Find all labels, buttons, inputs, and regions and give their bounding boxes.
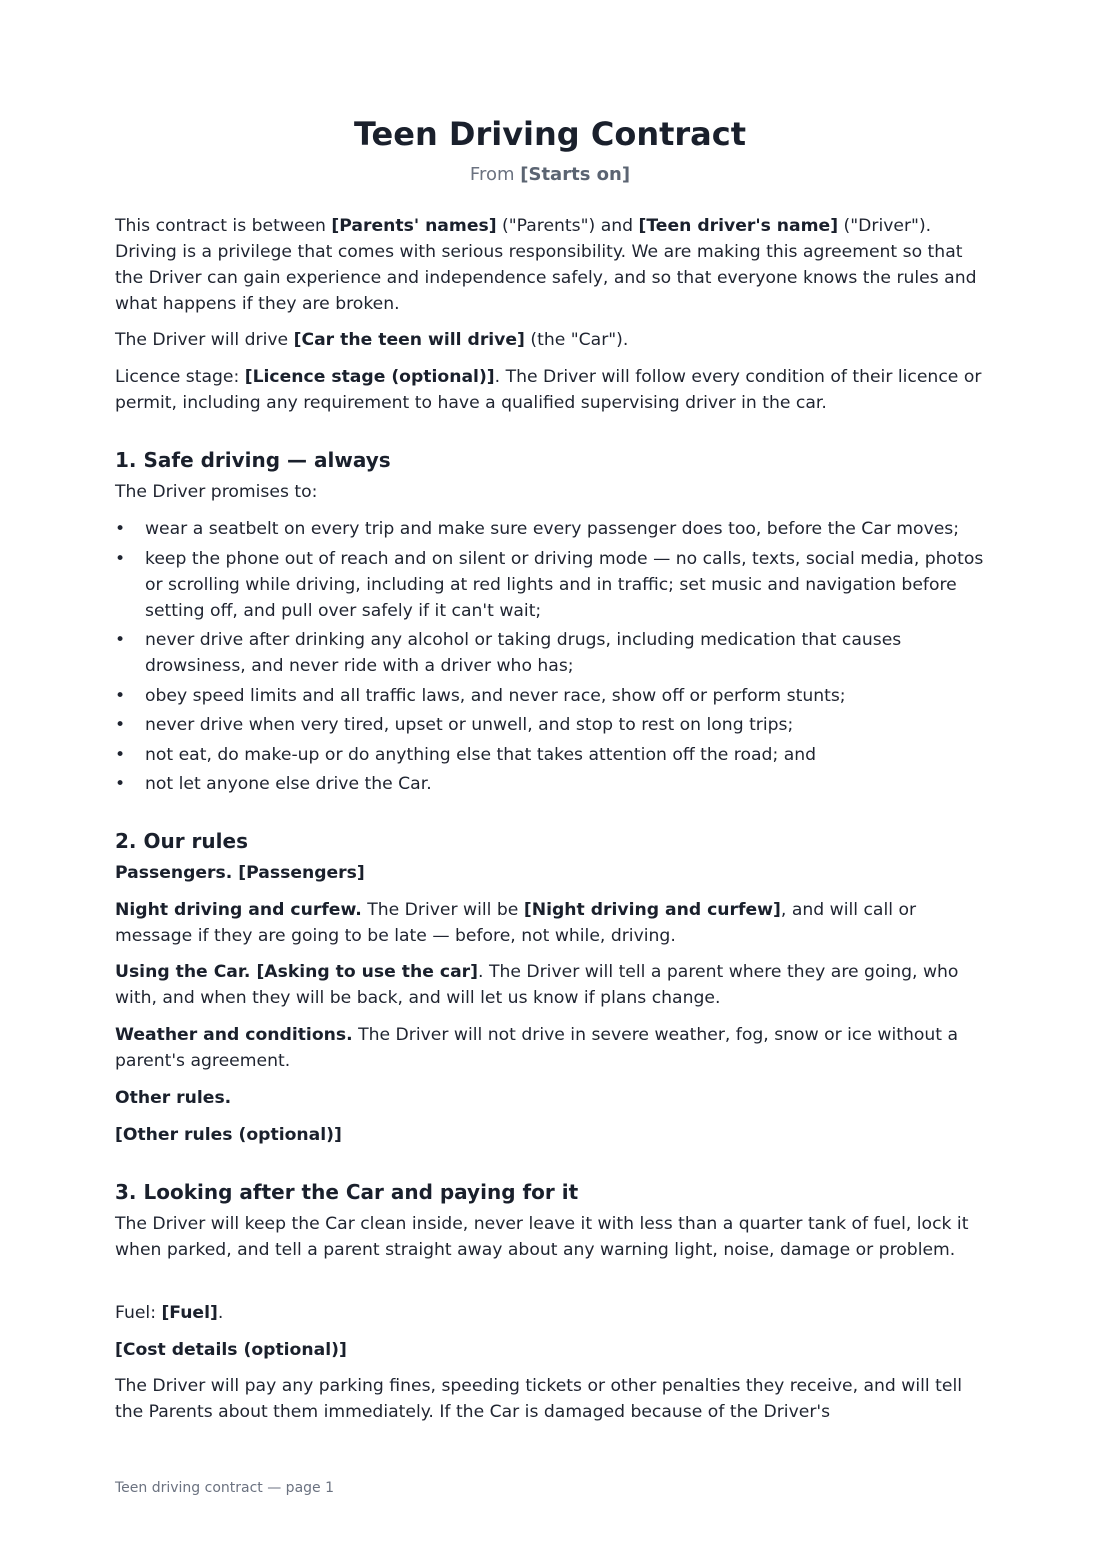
intro-text-b: ("Parents") and [502,216,634,236]
night-driving-text-b: , and will call or message if they are going to be late — before, not while, driving. [115,900,917,946]
list-item [115,546,990,624]
intro-paragraph [115,213,990,317]
other-rules-field-text: [Other rules (optional)] [115,1125,342,1145]
fuel-line [115,1300,990,1326]
passengers-rule [115,860,990,886]
bullet-glyph: • [115,774,126,794]
car-text-a: The Driver will drive [115,330,289,350]
licence-text-b: . The Driver will follow every condition of their licence or permit, including any requirement to have a qualified supervising driver in the car. [115,367,982,413]
car-field: [Car the teen will drive] [293,330,525,350]
cost-details-field [115,1337,990,1363]
licence-stage-field: [Licence stage (optional)] [244,367,495,387]
list-item-text: not let anyone else drive the Car. [145,774,432,794]
fuel-field: [Fuel] [161,1303,218,1323]
list-item [115,742,990,768]
night-driving-text-a: The Driver will be [367,900,519,920]
licence-paragraph [115,364,990,416]
starts-on-field: [Starts on] [520,164,631,185]
subtitle-prefix: From [469,164,515,185]
bullet-glyph: • [115,685,126,706]
weather-rule [115,1022,990,1074]
page-footer: Teen driving contract — page 1 [115,1480,335,1496]
list-item [115,771,990,797]
using-car-label: Using the Car. [Asking to use the car] [115,962,479,982]
night-driving-rule [115,897,990,949]
list-item-text: obey speed limits and all traffic laws, and never race, show off or perform stunts; [145,685,846,706]
cost-details-text: [Cost details (optional)] [115,1340,347,1360]
list-item [115,712,990,738]
parents-names-field: [Parents' names] [331,216,497,236]
using-car-rule [115,959,990,1011]
intro-text-c: ("Driver"). Driving is a privilege that comes with serious responsibility. We are making this agreement so that the Driver can gain experience and independence safely, and so that everyone knows the rules and what happens if they are broken. [115,216,977,314]
teen-driver-name-field: [Teen driver's name] [638,216,839,236]
fuel-label: Fuel: [115,1303,156,1323]
bullet-glyph: • [115,715,126,735]
licence-text-a: Licence stage: [115,367,240,387]
intro-text-a: This contract is between [115,216,326,236]
section-1-heading: 1. Safe driving — always [115,448,391,472]
car-paragraph [115,327,990,353]
other-rules-label-text: Other rules. [115,1088,232,1108]
other-rules-field [115,1122,990,1148]
bullet-glyph: • [115,630,126,650]
using-car-text: . The Driver will tell a parent where they are going, who with, and when they will be back, and will let us know if plans change. [115,962,959,1008]
list-item [115,627,990,679]
document-title: Teen Driving Contract [353,115,747,153]
document-subtitle [0,162,1100,188]
fuel-end: . [217,1303,224,1323]
night-driving-field: [Night driving and curfew] [523,900,781,920]
weather-text: The Driver will not drive in severe weather, fog, snow or ice without a parent's agreement. [115,1025,959,1071]
section-2-heading: 2. Our rules [115,829,248,853]
fines-paragraph: The Driver will pay any parking fines, speeding tickets or other penalties they receive, and will tell the Parents about them immediately. If the Car is damaged because of the Driver's [115,1376,963,1422]
bullet-glyph: • [115,519,126,539]
weather-label: Weather and conditions. [115,1025,353,1045]
car-text-b: (the "Car"). [530,330,629,350]
list-item-text: wear a seatbelt on every trip and make sure every passenger does too, before the Car moves; [145,519,960,539]
list-item [115,683,990,709]
night-driving-label: Night driving and curfew. [115,900,362,920]
passengers-field: Passengers. [Passengers] [115,863,365,883]
bullet-glyph: • [115,548,126,569]
section-3-heading: 3. Looking after the Car and paying for it [115,1180,579,1204]
list-item [115,516,990,542]
car-care-paragraph: The Driver will keep the Car clean inside, never leave it with less than a quarter tank of fuel, lock it when parked, and tell a parent straight away about any warning light, noise, damage or problem. [115,1214,969,1260]
list-item-text: never drive when very tired, upset or unwell, and stop to rest on long trips; [145,715,794,735]
other-rules-label [115,1085,990,1111]
section-1-lead: The Driver promises to: [115,482,318,502]
list-item-text: not eat, do make-up or do anything else that takes attention off the road; and [145,744,817,765]
list-item-text: never drive after drinking any alcohol or taking drugs, including medication that causes drowsiness, and never ride with a driver who has; [145,630,902,676]
list-item-text: keep the phone out of reach and on silent or driving mode — no calls, texts, social media, photos or scrolling while driving, including at red lights and in traffic; set music and navigation before setting off, and pull over safely if it can't wait; [145,548,984,621]
safe-driving-list [115,516,990,801]
bullet-glyph: • [115,744,126,765]
